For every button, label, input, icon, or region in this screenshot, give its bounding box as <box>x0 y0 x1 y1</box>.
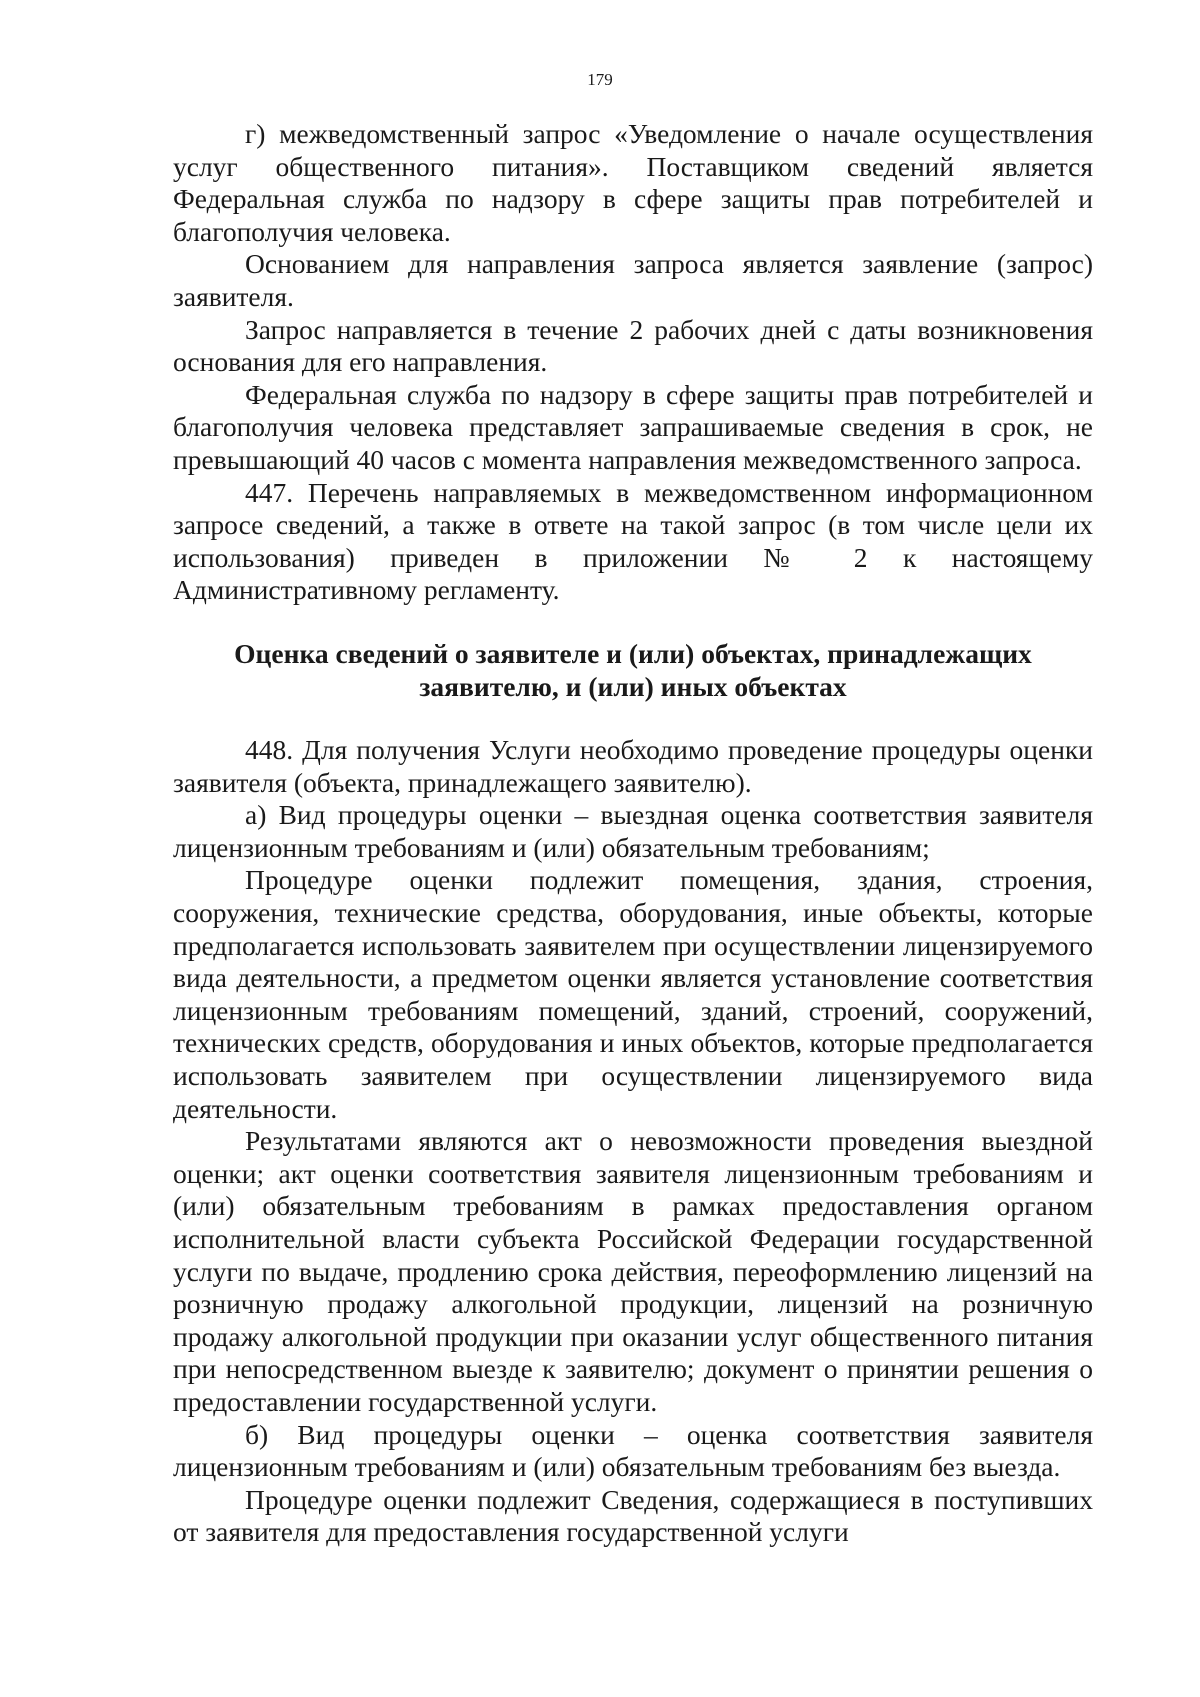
paragraph-interagency-request-g: г) межведомственный запрос «Уведомление о начале осуществления услуг общественного питания». Поставщиком сведений является Федеральная служба по надзору в сфере защиты прав потребителей и благополучия человека. <box>173 118 1093 247</box>
document-body <box>173 118 1093 1549</box>
paragraph-447: 447. Перечень направляемых в межведомственном информационном запросе сведений, а также в ответе на такой запрос (в том числе цели их использования) приведен в приложении № 2 к настоящему Административному регламенту. <box>173 476 1093 606</box>
paragraph-assessment-type-a: а) Вид процедуры оценки – выездная оценка соответствия заявителя лицензионным требованиям и (или) обязательным требованиям; <box>173 799 1093 863</box>
paragraph-request-basis: Основанием для направления запроса является заявление (запрос) заявителя. <box>173 248 1093 312</box>
paragraph-assessment-results: Результатами являются акт о невозможности проведения выездной оценки; акт оценки соответствия заявителя лицензионным требованиям и (или) обязательным требованиям в рамках предоставления органом исполнительной власти субъекта Российской Федерации государственной услуги по выдаче, продлению срока действия, переоформлению лицензий на розничную продажу алкогольной продукции, лицензий на розничную продажу алкогольной продукции при оказании услуг общественного питания при непосредственном выезде к заявителю; документ о принятии решения о предоставлении государственной услуги. <box>173 1125 1093 1417</box>
paragraph-assessment-type-b: б) Вид процедуры оценки – оценка соответствия заявителя лицензионным требованиям и (или) обязательным требованиям без выезда. <box>173 1418 1093 1483</box>
page-number: 179 <box>587 70 613 89</box>
paragraph-assessment-subject-a: Процедуре оценки подлежит помещения, здания, строения, сооружения, технические средства, оборудования, иные объекты, которые предполагается использовать заявителем при осуществлении лицензируемого вида деятельности, а предметом оценки является установление соответствия лицензионным требованиям помещений, зданий, строений, сооружений, технических средств, оборудования и иных объектов, которые предполагается использовать заявителем при осуществлении лицензируемого вида деятельности. <box>173 864 1093 1124</box>
paragraph-assessment-subject-b: Процедуре оценки подлежит Сведения, содержащиеся в поступивших от заявителя для предоставления государственной услуги <box>173 1483 1093 1548</box>
paragraph-request-deadline: Запрос направляется в течение 2 рабочих дней с даты возникновения основания для его направления. <box>173 313 1093 378</box>
paragraph-448: 448. Для получения Услуги необходимо проведение процедуры оценки заявителя (объекта, принадлежащего заявителю). <box>173 734 1093 798</box>
section-heading: Оценка сведений о заявителе и (или) объектах, принадлежащих заявителю, и (или) иных объектах <box>234 637 1032 702</box>
paragraph-response-term: Федеральная служба по надзору в сфере защиты прав потребителей и благополучия человека представляет запрашиваемые сведения в срок, не превышающий 40 часов с момента направления межведомственного запроса. <box>173 378 1093 475</box>
